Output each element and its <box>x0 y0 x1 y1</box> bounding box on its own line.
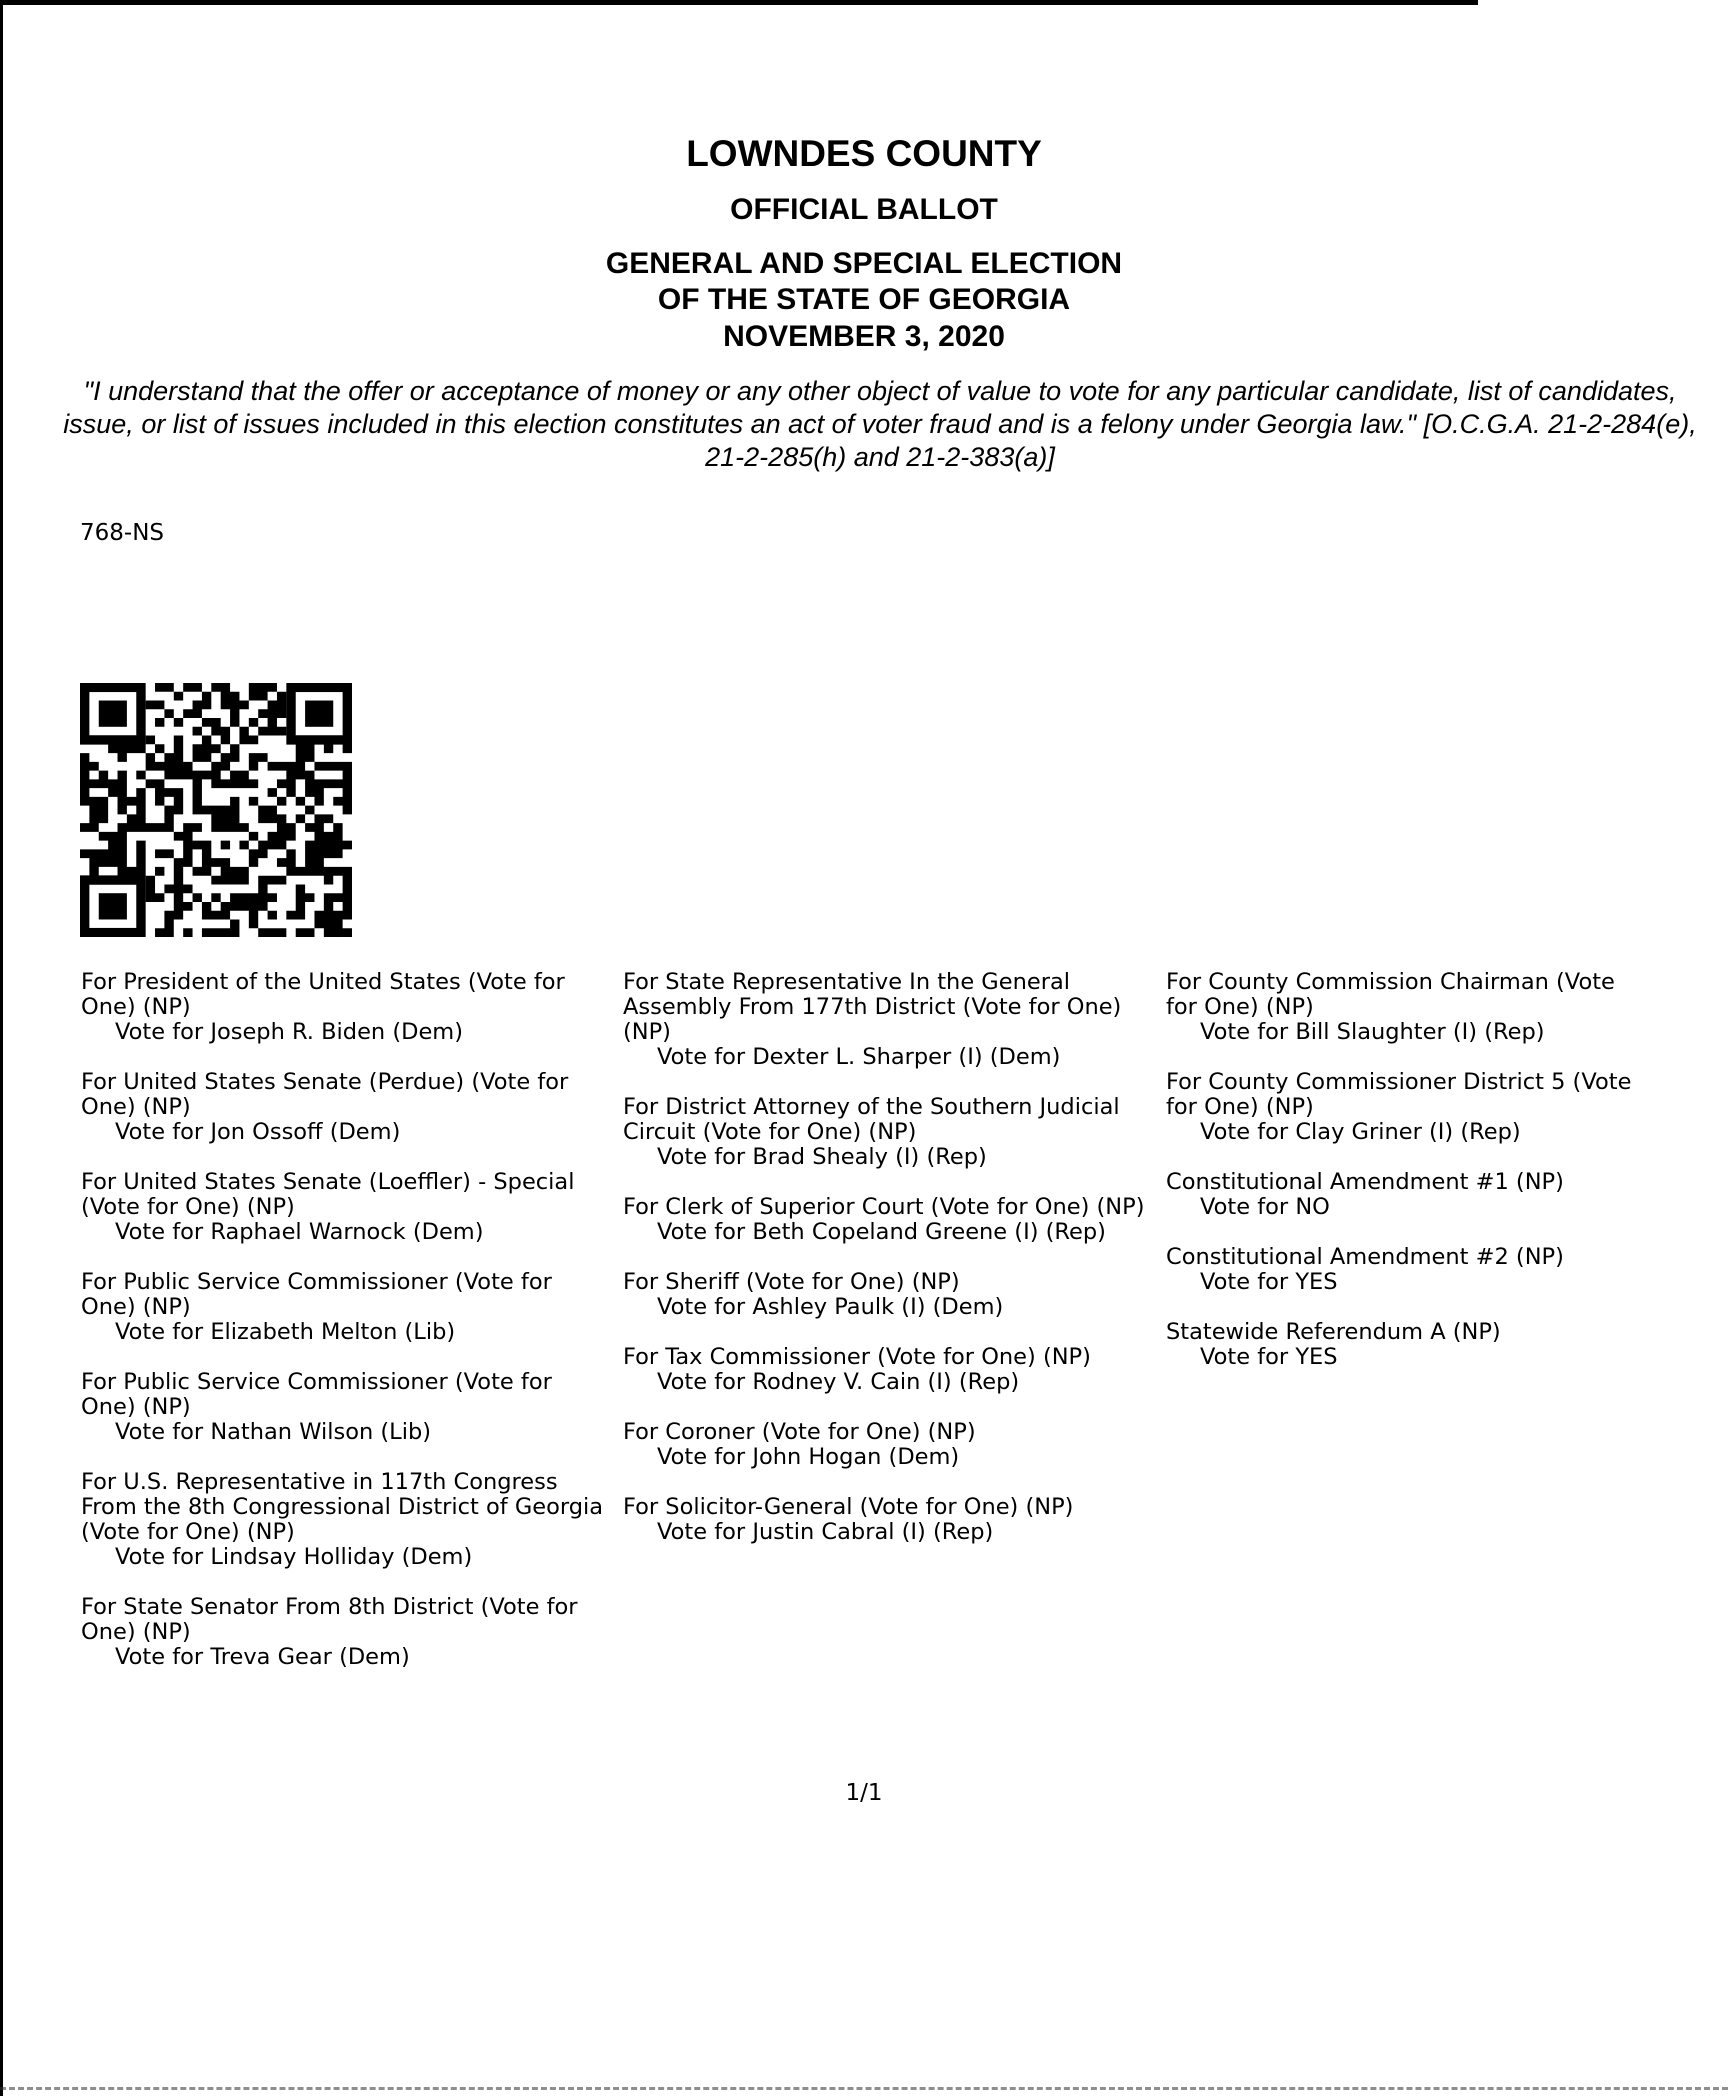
column-2 <box>623 970 1163 1570</box>
bottom-border <box>0 2087 1728 2090</box>
race-title: For State Senator From 8th District (Vote for One) (NP) <box>81 1594 578 1645</box>
race-us-representative <box>81 1470 611 1570</box>
race-state-representative <box>623 970 1163 1070</box>
race-choice: Vote for Bill Slaughter (I) (Rep) <box>1200 1019 1545 1045</box>
race-title: For Coroner (Vote for One) (NP) <box>623 1419 976 1445</box>
race-choice: Vote for Treva Gear (Dem) <box>115 1644 410 1670</box>
race-choice: Vote for Beth Copeland Greene (I) (Rep) <box>657 1219 1106 1245</box>
race-title: For Solicitor-General (Vote for One) (NP) <box>623 1494 1074 1520</box>
race-county-commissioner-district-5 <box>1166 1070 1726 1145</box>
race-title: For United States Senate (Perdue) (Vote for One) (NP) <box>81 1069 569 1120</box>
race-constitutional-amendment-1 <box>1166 1170 1726 1220</box>
race-us-senate-loeffler <box>81 1170 611 1245</box>
race-constitutional-amendment-2 <box>1166 1245 1726 1295</box>
qr-code-icon <box>80 683 352 937</box>
top-border <box>0 0 1478 5</box>
race-title: For Public Service Commissioner (Vote for One) (NP) <box>81 1269 552 1320</box>
race-title: For Clerk of Superior Court (Vote for One) (NP) <box>623 1194 1145 1220</box>
race-title: Statewide Referendum A (NP) <box>1166 1319 1501 1345</box>
race-choice: Vote for NO <box>1200 1194 1330 1220</box>
election-date: NOVEMBER 3, 2020 <box>723 320 1005 353</box>
page-number: 1/1 <box>845 1780 883 1806</box>
race-sheriff <box>623 1270 1163 1320</box>
race-title-line1: For County Commissioner District 5 (Vote <box>1166 1069 1632 1095</box>
race-title: Constitutional Amendment #2 (NP) <box>1166 1244 1564 1270</box>
election-title-line1: GENERAL AND SPECIAL ELECTION <box>605 247 1123 280</box>
race-choice: Vote for YES <box>1200 1269 1338 1295</box>
election-title-line2: OF THE STATE OF GEORGIA <box>657 283 1071 316</box>
race-choice: Vote for John Hogan (Dem) <box>657 1444 960 1470</box>
race-choice: Vote for YES <box>1200 1344 1338 1370</box>
race-title: Constitutional Amendment #1 (NP) <box>1166 1169 1564 1195</box>
race-choice: Vote for Brad Shealy (I) (Rep) <box>657 1144 987 1170</box>
race-title: For United States Senate (Loeffler) - Special (Vote for One) (NP) <box>81 1169 575 1220</box>
race-title: For Sheriff (Vote for One) (NP) <box>623 1269 960 1295</box>
qr-finder-pattern <box>85 880 141 933</box>
race-us-senate-perdue <box>81 1070 611 1145</box>
column-3 <box>1166 970 1726 1395</box>
ballot-type: OFFICIAL BALLOT <box>730 193 998 226</box>
race-public-service-commissioner-1 <box>81 1270 611 1345</box>
qr-finder-pattern <box>85 687 141 740</box>
race-choice: Vote for Elizabeth Melton (Lib) <box>115 1319 456 1345</box>
race-tax-commissioner <box>623 1345 1163 1395</box>
race-president <box>81 970 611 1045</box>
race-public-service-commissioner-2 <box>81 1370 611 1445</box>
race-clerk-superior-court <box>623 1195 1163 1245</box>
race-choice: Vote for Rodney V. Cain (I) (Rep) <box>657 1369 1020 1395</box>
race-choice: Vote for Lindsay Holliday (Dem) <box>115 1544 473 1570</box>
race-title-line2: for One) (NP) <box>1166 994 1314 1020</box>
race-district-attorney <box>623 1095 1163 1170</box>
qr-finder-pattern <box>291 687 347 740</box>
race-solicitor-general <box>623 1495 1163 1545</box>
race-choice: Vote for Jon Ossoff (Dem) <box>115 1119 401 1145</box>
race-choice: Vote for Dexter L. Sharper (I) (Dem) <box>657 1044 1061 1070</box>
county-title: LOWNDES COUNTY <box>686 133 1042 174</box>
race-statewide-referendum-a <box>1166 1320 1726 1370</box>
race-title: For President of the United States (Vote for One) (NP) <box>81 969 565 1020</box>
ballot-style-code: 768-NS <box>80 520 165 546</box>
race-choice: Vote for Joseph R. Biden (Dem) <box>115 1019 463 1045</box>
race-choice: Vote for Justin Cabral (I) (Rep) <box>657 1519 994 1545</box>
race-title: For State Representative In the General Assembly From 177th District (Vote for One) (NP) <box>623 969 1122 1045</box>
race-choice: Vote for Clay Griner (I) (Rep) <box>1200 1119 1521 1145</box>
race-county-commission-chairman <box>1166 970 1726 1045</box>
race-title: For Tax Commissioner (Vote for One) (NP) <box>623 1344 1091 1370</box>
column-1 <box>81 970 611 1695</box>
race-title: For District Attorney of the Southern Judicial Circuit (Vote for One) (NP) <box>623 1094 1120 1145</box>
race-title: For U.S. Representative in 117th Congress From the 8th Congressional District of Georgia (Vote for One) (NP) <box>81 1469 604 1545</box>
race-title: For Public Service Commissioner (Vote for One) (NP) <box>81 1369 552 1420</box>
race-title-line1: For County Commission Chairman (Vote <box>1166 970 1615 995</box>
race-state-senator <box>81 1595 611 1670</box>
race-choice: Vote for Raphael Warnock (Dem) <box>115 1219 484 1245</box>
race-choice: Vote for Nathan Wilson (Lib) <box>115 1419 431 1445</box>
race-title-line2: for One) (NP) <box>1166 1094 1314 1120</box>
voter-fraud-notice: "I understand that the offer or acceptance of money or any other object of value to vote for any particular candidate, list of candidates, issue, or list of issues included in this election constitutes an act of voter fraud and is a felony under Georgia law." [O.C.G.A. 21-2-284(e), 21-2-285(h) and 21-2-383(a)] <box>63 376 1697 472</box>
race-choice: Vote for Ashley Paulk (I) (Dem) <box>657 1294 1004 1320</box>
race-coroner <box>623 1420 1163 1470</box>
